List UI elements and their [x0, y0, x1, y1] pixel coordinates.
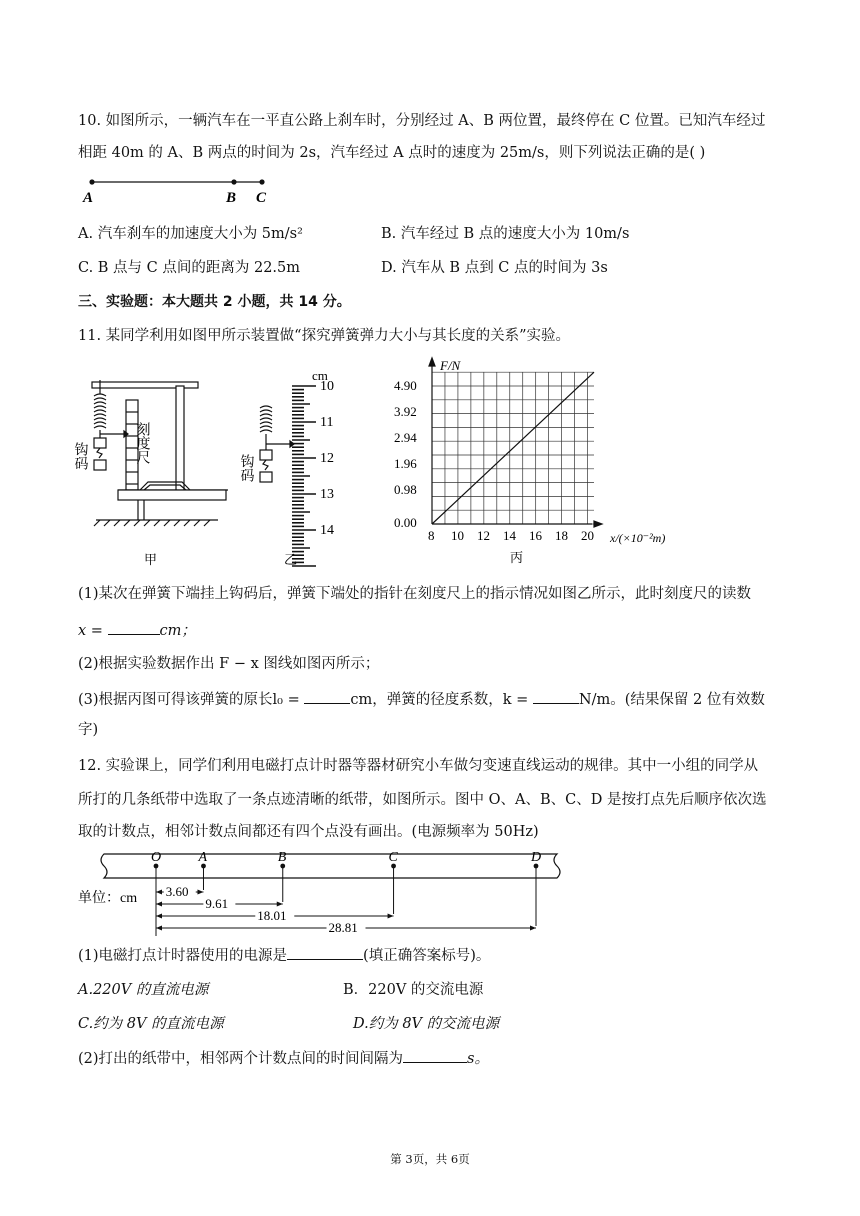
tape-arrow-right	[388, 914, 394, 919]
fig-bing-y-tick-4-90: 4.90	[394, 378, 417, 393]
fig-bing-y-axis-label: F/N	[440, 358, 461, 373]
fig-bing-y-tick-0-00: 0.00	[394, 515, 417, 530]
fig-bing-x-tick-18: 18	[555, 528, 568, 543]
fig-yi-weight-label: 钩码	[238, 454, 254, 482]
fig-yi-tick-14: 14	[320, 523, 334, 538]
label-c: C	[256, 190, 267, 206]
q10-option-a: A. 汽车刹车的加速度大小为 5m/s²	[78, 226, 303, 242]
tape-arrow-left	[156, 926, 162, 931]
tape-label-o: O	[151, 850, 162, 865]
tape-arrow-right	[277, 902, 283, 907]
label-a: A	[83, 190, 94, 206]
q12-part2	[78, 1048, 489, 1069]
fig-bing-x-tick-10: 10	[451, 528, 464, 543]
q12-part2-end: s。	[467, 1051, 489, 1067]
q12-option-c: C.约为 8V 的直流电源	[78, 1016, 224, 1032]
q12-line1: 12. 实验课上，同学们利用电磁打点计时器等器材研究小车做匀变速直线运动的规律。其中一小组的同学从	[78, 758, 759, 774]
q11-part3-c: N/m。(结果保留 2 位有效数	[578, 692, 765, 708]
tape-arrow-right	[197, 890, 203, 895]
q12-line3: 取的计数点，相邻计数点间都还有四个点没有画出。(电源频率为 50Hz)	[78, 824, 539, 840]
tape-unit-label: 单位：cm	[78, 891, 138, 906]
section-3-heading: 三、实验题：本大题共 2 小题，共 14 分。	[78, 294, 351, 310]
fig-yi-unit: cm	[312, 368, 328, 383]
q12-part1	[78, 945, 490, 966]
fig-yi-ruler-reading	[238, 364, 364, 570]
answer-blank-power[interactable]	[287, 945, 363, 960]
fig-yi-tick-12: 12	[320, 451, 334, 466]
q10-road-figure	[80, 172, 280, 206]
answer-blank-reading[interactable]	[108, 620, 160, 635]
q11-part3-line1	[78, 689, 765, 710]
fig-bing-x-tick-16: 16	[529, 528, 542, 543]
fig-bing-y-tick-0-98: 0.98	[394, 482, 417, 497]
tape-dimension-label: 9.61	[205, 896, 229, 911]
q11-part1-unit: cm；	[159, 623, 196, 639]
q12-option-a: A.220V 的直流电源	[78, 982, 209, 998]
tape-label-c: C	[388, 850, 398, 865]
tape-dimension-label: 28.81	[328, 920, 358, 935]
fig-jia-apparatus	[72, 372, 228, 570]
fig-bing-chart	[388, 354, 708, 570]
q10-option-b: B. 汽车经过 B 点的速度大小为 10m/s	[381, 226, 630, 242]
q10-option-c: C. B 点与 C 点间的距离为 22.5m	[78, 260, 301, 276]
fig-bing-x-tick-8: 8	[428, 528, 435, 543]
point-b	[231, 179, 236, 184]
q12-part1-end: (填正确答案标号)。	[363, 948, 491, 964]
q11-part1-line1: (1)某次在弹簧下端挂上钩码后，弹簧下端处的指针在刻度尺上的指示情况如图乙所示，此时刻度尺的读数	[78, 586, 752, 602]
tape-label-b: B	[277, 850, 287, 865]
fig-bing-y-tick-2-94: 2.94	[394, 430, 417, 445]
q11-part1-line2	[78, 620, 196, 641]
label-b: B	[226, 190, 237, 206]
fig-jia-caption: 甲	[144, 552, 158, 567]
q12-part2-text: (2)打出的纸带中，相邻两个计数点间的时间间隔为	[78, 1051, 404, 1067]
tape-arrow-left	[156, 890, 162, 895]
fig-bing-y-tick-1-96: 1.96	[394, 456, 417, 471]
page-footer: 第 3页，共 6页	[390, 1152, 470, 1166]
q10-line1: 10. 如图所示，一辆汽车在一平直公路上刹车时，分别经过 A、B 两位置，最终停在 C 位置。已知汽车经过	[78, 113, 766, 129]
point-a	[89, 179, 94, 184]
fig-bing-y-tick-3-92: 3.92	[394, 404, 417, 419]
tape-arrow-left	[156, 902, 162, 907]
q12-option-b: B．220V 的交流电源	[343, 982, 484, 998]
tape-dimension-label: 18.01	[257, 908, 287, 923]
q10-option-d: D. 汽车从 B 点到 C 点的时间为 3s	[381, 260, 608, 276]
fig-bing-x-axis-label: x/(×10⁻²m)	[610, 531, 666, 545]
tape-arrow-right	[530, 926, 536, 931]
tape-dimension-label: 3.60	[165, 884, 189, 899]
fig-bing-x-tick-20: 20	[581, 528, 594, 543]
q11-part3-a: (3)根据丙图可得该弹簧的原长l₀ =	[78, 692, 305, 708]
tape-arrow-left	[156, 914, 162, 919]
q11-part3-line2: 字)	[78, 722, 99, 738]
q10-line2: 相距 40m 的 A、B 两点的时间为 2s，汽车经过 A 点时的速度为 25m/s，则下列说法正确的是( )	[78, 145, 706, 161]
fig-yi-tick-13: 13	[320, 487, 334, 502]
fig-bing-series-line	[432, 372, 594, 524]
fig-yi-tick-10: 10	[320, 379, 334, 394]
fig-jia-ruler-label: 刻度尺	[134, 422, 150, 464]
fig-bing-caption: 丙	[510, 550, 524, 565]
fig-yi-caption: 乙	[284, 552, 298, 567]
point-c	[259, 179, 264, 184]
q11-intro: 11. 某同学利用如图甲所示装置做“探究弹簧弹力大小与其长度的关系”实验。	[78, 328, 570, 344]
q12-paper-tape-figure	[76, 848, 576, 940]
answer-blank-interval[interactable]	[403, 1048, 467, 1063]
tape-label-d: D	[531, 850, 542, 865]
fig-bing-x-tick-14: 14	[503, 528, 516, 543]
q11-part2: (2)根据实验数据作出 F − x 图线如图丙所示；	[78, 656, 380, 672]
q12-option-d: D.约为 8V 的交流电源	[353, 1016, 500, 1032]
fig-bing-x-tick-12: 12	[477, 528, 490, 543]
answer-blank-k[interactable]	[533, 689, 579, 704]
q11-part3-b: cm，弹簧的径度系数，k =	[350, 692, 533, 708]
fig-yi-tick-11: 11	[320, 415, 334, 430]
q11-part1-x: x =	[78, 623, 108, 639]
tape-label-a: A	[198, 850, 208, 865]
fig-jia-weight-label: 钩码	[72, 442, 88, 470]
q12-part1-text: (1)电磁打点计时器使用的电源是	[78, 948, 288, 964]
q12-line2: 所打的几条纸带中选取了一条点迹清晰的纸带，如图所示。图中 O、A、B、C、D 是按打点先后顺序依次选	[78, 792, 767, 808]
answer-blank-length[interactable]	[304, 689, 350, 704]
